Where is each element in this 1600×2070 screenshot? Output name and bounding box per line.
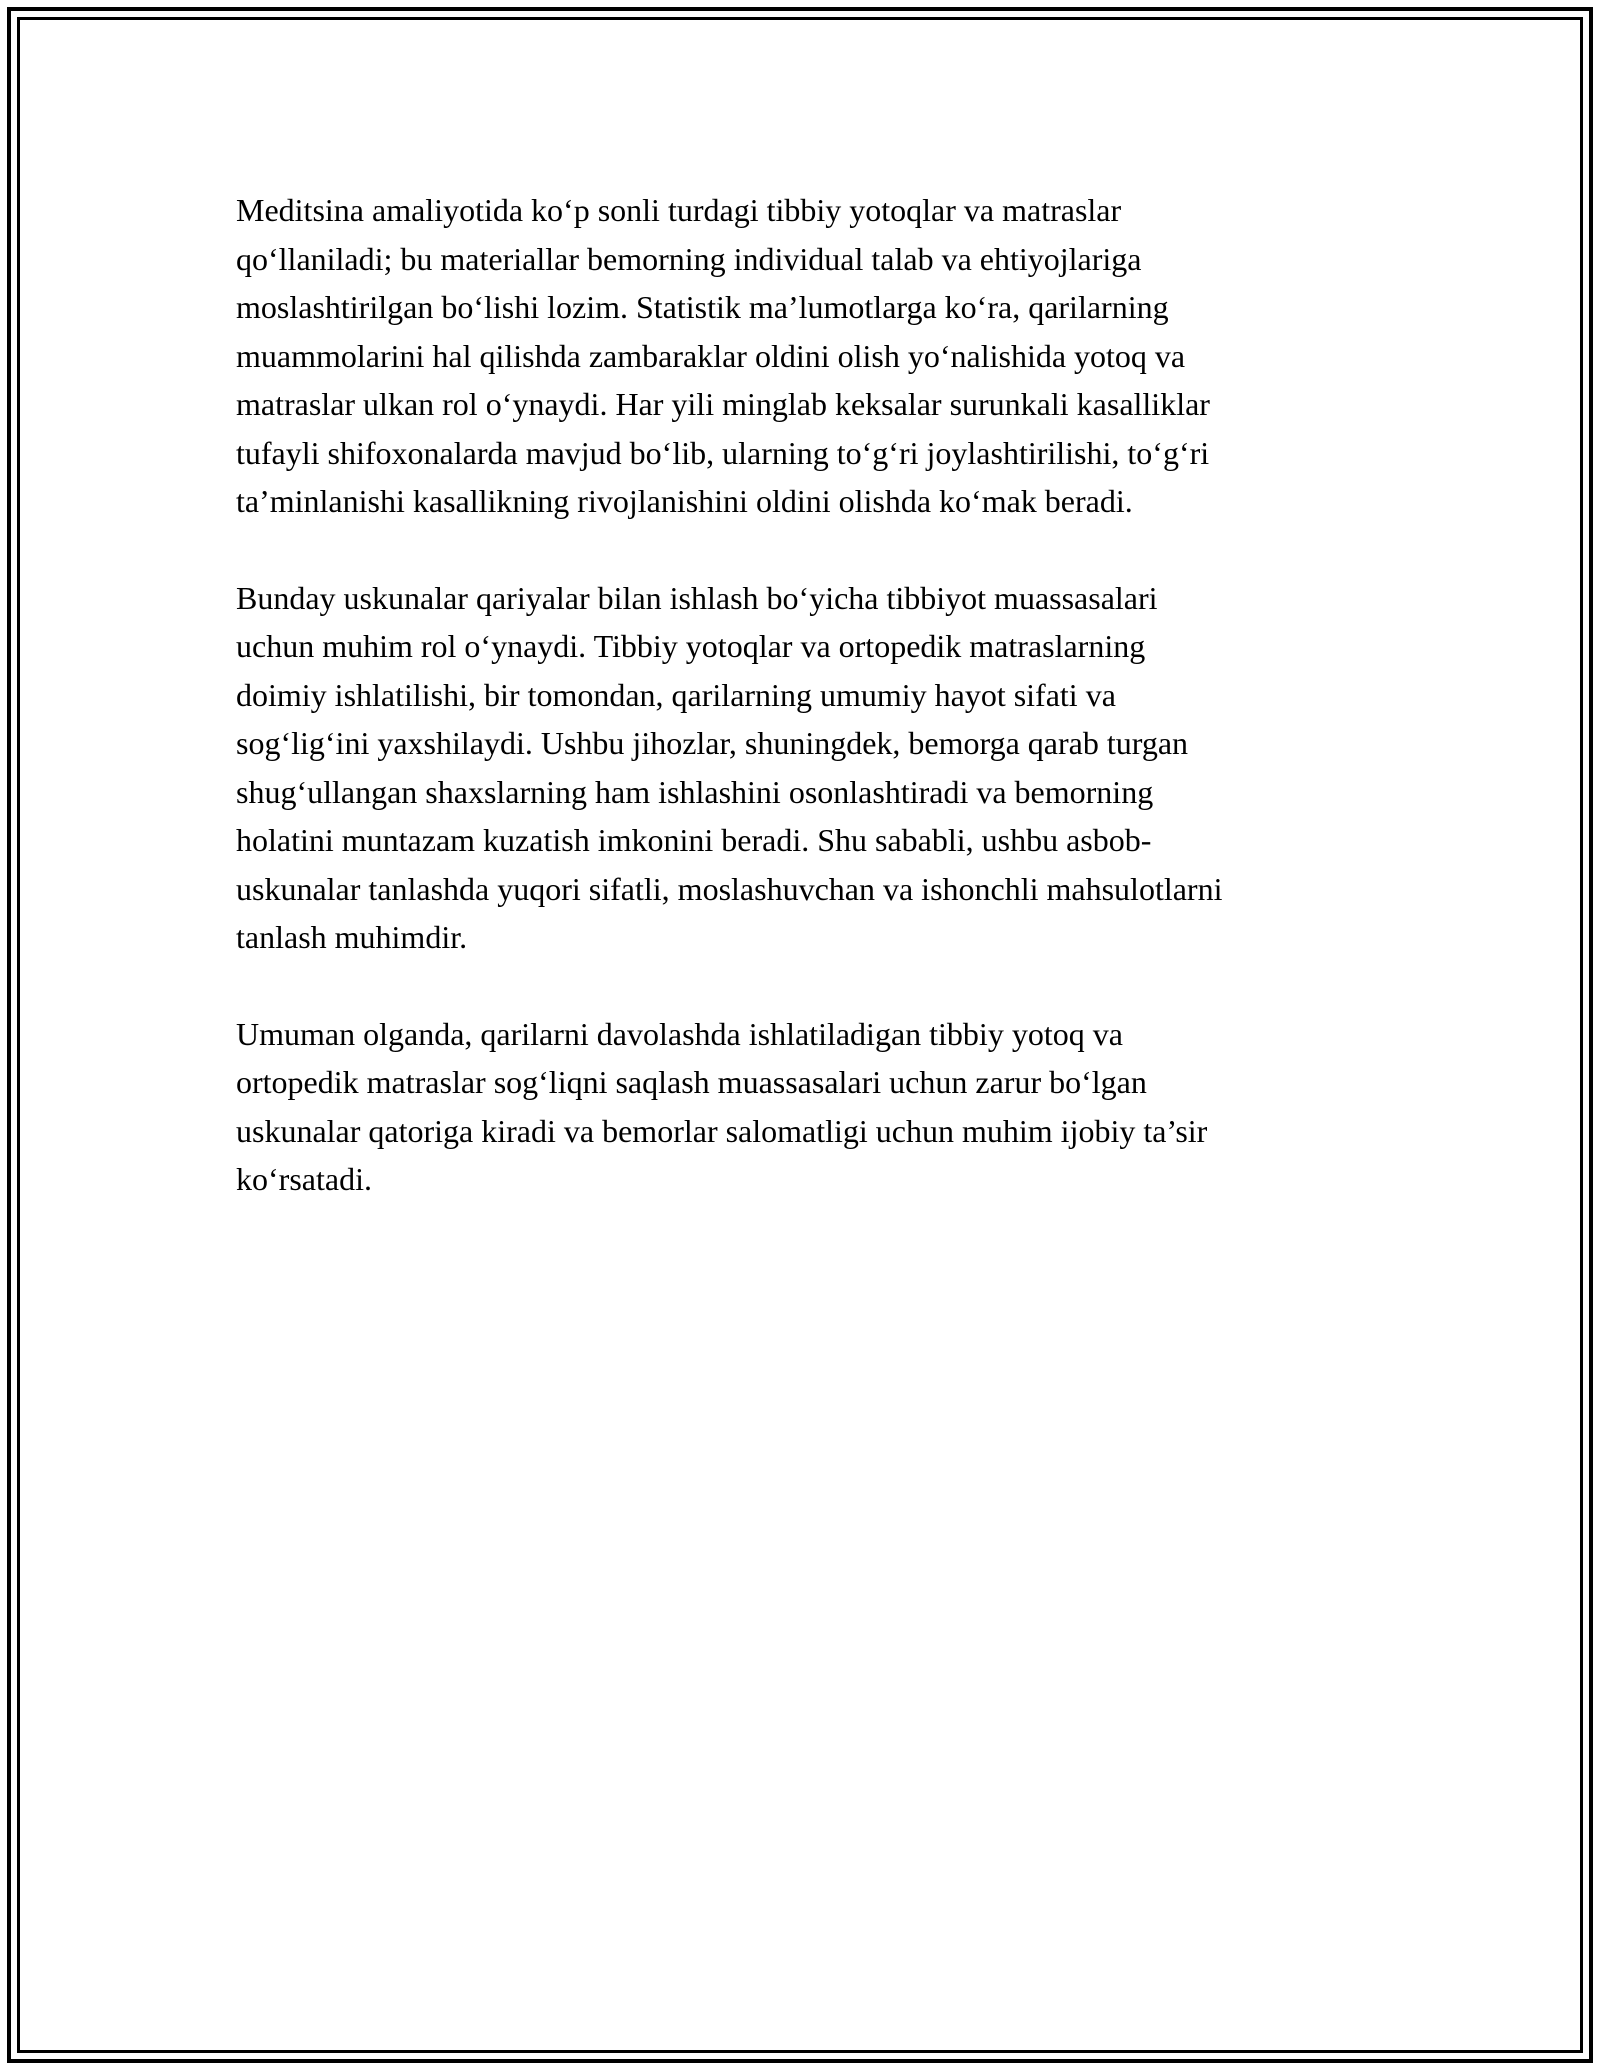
document-body [236, 186, 1386, 1252]
paragraph-line: qo‘llaniladi; bu materiallar bemorning individual talab va ehtiyojlariga [236, 240, 1142, 277]
paragraph-1 [236, 186, 1386, 526]
paragraph-line: uskunalar qatoriga kiradi va bemorlar salomatligi uchun muhim ijobiy ta’sir [236, 1112, 1208, 1149]
paragraph-line: muammolarini hal qilishda zambaraklar oldini olish yo‘nalishida yotoq va [236, 337, 1186, 374]
paragraph-line: doimiy ishlatilishi, bir tomondan, qarilarning umumiy hayot sifati va [236, 676, 1116, 713]
paragraph-line: tanlash muhimdir. [236, 919, 468, 955]
paragraph-line: uskunalar tanlashda yuqori sifatli, moslashuvchan va ishonchli mahsulotlarni [236, 870, 1223, 907]
paragraph-line: Meditsina amaliyotida ko‘p sonli turdagi tibbiy yotoqlar va matraslar [236, 192, 1122, 228]
paragraph-line: uchun muhim rol o‘ynaydi. Tibbiy yotoqlar va ortopedik matraslarning [236, 628, 1146, 664]
paragraph-2 [236, 574, 1386, 962]
paragraph-line: Umuman olganda, qarilarni davolashda ishlatiladigan tibbiy yotoq va [236, 1015, 1123, 1052]
paragraph-line: ko‘rsatadi. [236, 1161, 372, 1197]
paragraph-line: shug‘ullangan shaxslarning ham ishlashini osonlashtiradi va bemorning [236, 773, 1154, 810]
paragraph-line: tufayli shifoxonalarda mavjud bo‘lib, ularning to‘g‘ri joylashtirilishi, to‘g‘ri [236, 434, 1210, 471]
paragraph-line: Bunday uskunalar qariyalar bilan ishlash bo‘yicha tibbiyot muassasalari [236, 579, 1158, 616]
paragraph-line: holatini muntazam kuzatish imkonini beradi. Shu sababli, ushbu asbob- [236, 822, 1152, 858]
paragraph-line: moslashtirilgan bo‘lishi lozim. Statistik ma’lumotlarga ko‘ra, qarilarning [236, 289, 1169, 325]
paragraph-line: matraslar ulkan rol o‘ynaydi. Har yili minglab keksalar surunkali kasalliklar [236, 386, 1210, 422]
paragraph-line: ortopedik matraslar sog‘liqni saqlash muassasalari uchun zarur bo‘lgan [236, 1064, 1147, 1100]
paragraph-line: sog‘lig‘ini yaxshilaydi. Ushbu jihozlar, shuningdek, bemorga qarab turgan [236, 725, 1189, 761]
paragraph-3 [236, 1010, 1386, 1204]
paragraph-line: ta’minlanishi kasallikning rivojlanishini oldini olishda ko‘mak beradi. [236, 483, 1133, 519]
